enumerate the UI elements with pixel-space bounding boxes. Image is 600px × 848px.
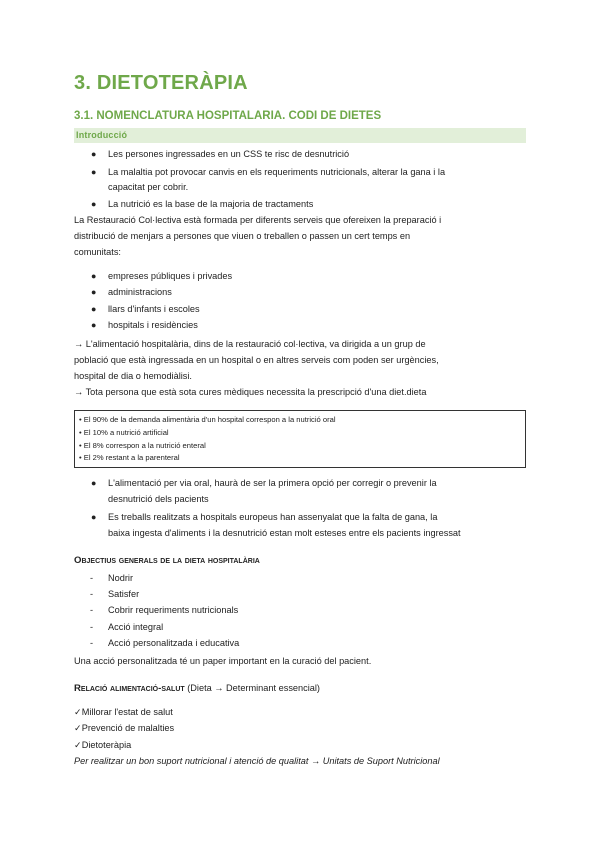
check-item: ✓Prevenció de malalties: [74, 723, 175, 733]
relacio-heading: [74, 683, 320, 694]
bullet-icon: ●: [91, 271, 97, 281]
bullet-icon: ●: [91, 478, 97, 488]
list-item-continuation: [108, 525, 526, 541]
dash-icon: -: [90, 622, 94, 632]
page-title: 3. DIETOTERÀPIA: [74, 72, 248, 94]
list-item-text: desnutrició dels pacients: [108, 494, 209, 504]
list-item-text: Acció personalitzada i educativa: [108, 638, 240, 648]
paragraph-line: → Tota persona que està sota cures mèdiques necessita la prescripció d'una diet.dieta: [74, 387, 427, 397]
check-item: ✓Millorar l'estat de salut: [74, 707, 173, 717]
list-item-text: llars d'infants i escoles: [108, 304, 200, 314]
final-note: Per realitzar un bon suport nutricional i atenció de qualitat → Unitats de Suport Nutricional: [74, 756, 440, 766]
paragraph-line: hospital de dia o hemodiàlisi.: [74, 371, 192, 381]
bullet-icon: ●: [91, 287, 97, 297]
stats-line: • El 8% correspon a la nutrició enteral: [79, 441, 206, 450]
dash-icon: -: [90, 605, 94, 615]
paragraph-line: La Restauració Col·lectiva està formada per diferents serveis que ofereixen la preparació i: [74, 215, 442, 225]
objectius-note: Una acció personalitzada té un paper important en la curació del pacient.: [74, 656, 372, 666]
paragraph: [74, 212, 526, 260]
paragraph-line: comunitats:: [74, 247, 121, 257]
list-item-text: hospitals i residències: [108, 320, 198, 330]
stats-line: • El 2% restant a la parenteral: [79, 453, 180, 462]
list-item: [91, 509, 526, 525]
dash-icon: -: [90, 573, 94, 583]
relacio-note: (Dieta → Determinant essencial): [187, 683, 320, 693]
bullet-icon: ●: [91, 167, 97, 177]
list-item-text: Acció integral: [108, 622, 164, 632]
section-subtitle: 3.1. NOMENCLATURA HOSPITALARIA. CODI DE DIETES: [74, 110, 382, 122]
list-item: [91, 196, 526, 212]
list-item-text: empreses públiques i privades: [108, 271, 233, 281]
bullet-icon: ●: [91, 512, 97, 522]
list-item-continuation: [108, 491, 526, 507]
list-item-text: Satisfer: [108, 589, 140, 599]
list-item-text: La nutrició es la base de la majoria de tractaments: [108, 199, 314, 209]
list-item-text: L'alimentació per via oral, haurà de ser la primera opció per corregir o prevenir la: [108, 478, 437, 488]
list-item: [91, 146, 526, 162]
list-item-text: Nodrir: [108, 573, 134, 583]
list-item-text: La malaltia pot provocar canvis en els requeriments nutricionals, alterar la gana i la: [108, 167, 446, 177]
relacio-heading-text: Relació alimentació-salut: [74, 683, 185, 694]
list-item-text: administracions: [108, 287, 172, 297]
paragraph-line: → L'alimentació hospitalària, dins de la restauració col·lectiva, va dirigida a un grup de: [74, 339, 426, 349]
dash-icon: -: [90, 638, 94, 648]
list-item-text: Les persones ingressades en un CSS te risc de desnutrició: [108, 149, 350, 159]
dash-icon: -: [90, 589, 94, 599]
objectius-heading: Objectius generals de la dieta hospitalària: [74, 555, 260, 566]
paragraph-line: població que està ingressada en un hospital o en altres serveis com poden ser urgències,: [74, 355, 439, 365]
list-item: [91, 284, 526, 300]
intro-heading: Introducció: [76, 130, 128, 140]
stats-line: • El 10% a nutrició artificial: [79, 428, 169, 437]
bullet-icon: ●: [91, 149, 97, 159]
bullet-icon: ●: [91, 304, 97, 314]
list-item-text: baixa ingesta d'aliments i la desnutrició estan molt esteses entre els pacients ingressat: [108, 528, 461, 538]
list-item: [91, 164, 526, 180]
list-item-continuation: [108, 179, 526, 195]
intro-heading-bar: [74, 128, 526, 143]
list-item: [91, 301, 526, 317]
list-item-text: capacitat per cobrir.: [108, 182, 189, 192]
list-item: [91, 475, 526, 491]
paragraph: [74, 336, 526, 400]
paragraph-line: distribució de menjars a persones que viuen o treballen o passen un cert temps en: [74, 231, 411, 241]
bullet-icon: ●: [91, 320, 97, 330]
list-item-text: Cobrir requeriments nutricionals: [108, 605, 239, 615]
check-item: ✓Dietoteràpia: [74, 740, 132, 750]
list-item-text: Es treballs realitzats a hospitals europeus han assenyalat que la falta de gana, la: [108, 512, 438, 522]
bullet-icon: ●: [91, 199, 97, 209]
list-item: [91, 317, 526, 333]
stats-line: • El 90% de la demanda alimentària d'un hospital correspon a la nutrició oral: [79, 415, 336, 424]
list-item: [91, 268, 526, 284]
stats-box: [74, 410, 526, 468]
